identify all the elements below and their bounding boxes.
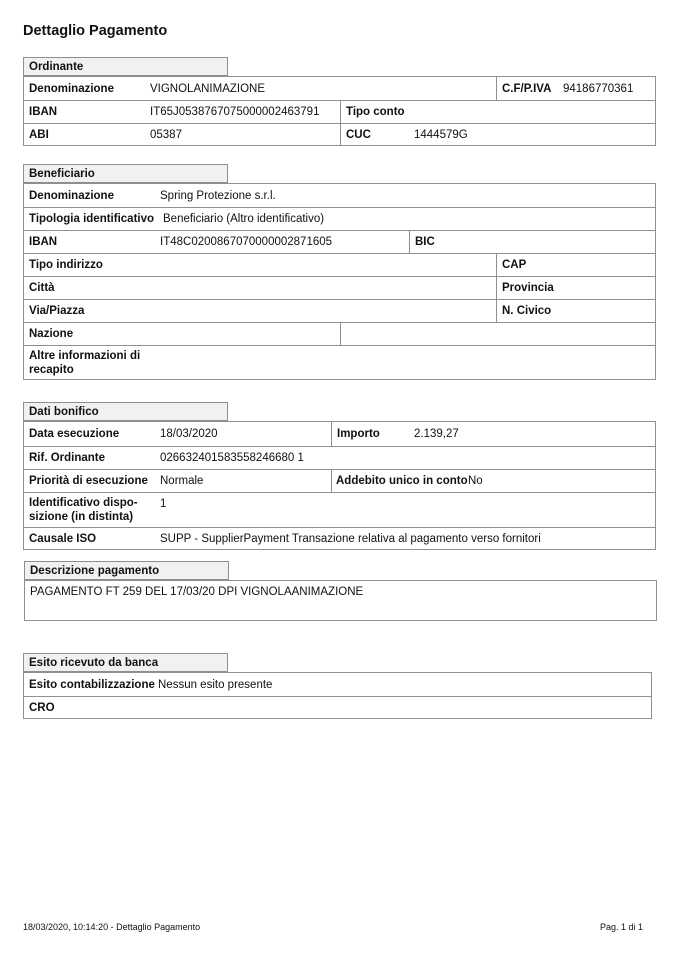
label-causale: Causale ISO bbox=[29, 533, 97, 545]
bonifico-row-priorita bbox=[24, 469, 655, 492]
bonifico-row-identificativo bbox=[24, 492, 655, 527]
value-ben-iban: IT48C0200867070000002871605 bbox=[160, 236, 333, 248]
section-header-esito: Esito ricevuto da banca bbox=[23, 653, 228, 672]
value-denominazione: VIGNOLANIMAZIONE bbox=[150, 82, 266, 95]
label-citta: Città bbox=[29, 282, 55, 294]
label-iban: IBAN bbox=[29, 106, 58, 118]
label-ben-denominazione: Denominazione bbox=[29, 189, 114, 202]
esito-row-contab bbox=[24, 673, 651, 696]
label-altre-info-line1: Altre informazioni di bbox=[29, 350, 141, 362]
beneficiario-row-via bbox=[24, 299, 655, 322]
ordinante-table bbox=[23, 76, 656, 146]
ordinante-row-denominazione bbox=[24, 77, 655, 100]
beneficiario-table bbox=[23, 183, 656, 380]
beneficiario-row-nazione bbox=[24, 322, 655, 345]
label-via: Via/Piazza bbox=[29, 305, 85, 317]
label-ben-iban: IBAN bbox=[29, 236, 58, 248]
label-civico: N. Civico bbox=[502, 305, 552, 317]
bonifico-row-causale bbox=[24, 527, 655, 550]
value-cf: 94186770361 bbox=[563, 82, 634, 95]
value-tipologia: Beneficiario (Altro identificativo) bbox=[163, 213, 325, 225]
beneficiario-row-altre-info bbox=[24, 345, 655, 380]
label-nazione: Nazione bbox=[29, 328, 74, 340]
footer-timestamp: 18/03/2020, 10:14:20 - Dettaglio Pagamento bbox=[23, 922, 201, 932]
section-header-beneficiario: Beneficiario bbox=[23, 164, 228, 183]
value-iban: IT65J0538767075000002463791 bbox=[150, 106, 320, 118]
label-denominazione: Denominazione bbox=[29, 82, 114, 95]
bonifico-table bbox=[23, 421, 656, 550]
beneficiario-row-iban bbox=[24, 230, 655, 253]
label-identificativo bbox=[29, 493, 138, 527]
label-data-esecuzione: Data esecuzione bbox=[29, 428, 120, 440]
label-identificativo-line1: Identificativo dispo- bbox=[29, 497, 138, 509]
descrizione-box bbox=[24, 580, 657, 621]
value-addebito: No bbox=[468, 475, 483, 487]
value-descrizione: PAGAMENTO FT 259 DEL 17/03/20 DPI VIGNOLAANIMAZIONE bbox=[30, 586, 364, 598]
label-esito-contab: Esito contabilizzazione bbox=[29, 678, 155, 691]
label-rif-ordinante: Rif. Ordinante bbox=[29, 452, 106, 464]
beneficiario-row-tipologia bbox=[24, 207, 655, 230]
value-abi: 05387 bbox=[150, 129, 182, 141]
label-tipo-conto: Tipo conto bbox=[346, 106, 405, 118]
beneficiario-row-denominazione bbox=[24, 184, 655, 207]
esito-table bbox=[23, 672, 652, 719]
label-importo: Importo bbox=[337, 428, 380, 440]
label-cf: C.F/P.IVA bbox=[502, 82, 552, 95]
value-rif-ordinante: 026632401583558246680 1 bbox=[160, 452, 304, 464]
page-title: Dettaglio Pagamento bbox=[23, 23, 168, 39]
value-cuc: 1444579G bbox=[414, 129, 468, 141]
label-altre-info-line2: recapito bbox=[29, 364, 74, 376]
label-bic: BIC bbox=[415, 236, 435, 248]
label-abi: ABI bbox=[29, 129, 49, 141]
label-addebito: Addebito unico in conto bbox=[336, 475, 468, 487]
section-header-ordinante: Ordinante bbox=[23, 57, 228, 76]
value-esito-contab: Nessun esito presente bbox=[158, 678, 273, 691]
value-ben-denominazione: Spring Protezione s.r.l. bbox=[160, 189, 276, 202]
label-cro: CRO bbox=[29, 702, 55, 714]
label-priorita: Priorità di esecuzione bbox=[29, 475, 148, 487]
footer-page-number: Pag. 1 di 1 bbox=[599, 922, 643, 932]
beneficiario-row-citta bbox=[24, 276, 655, 299]
section-header-descrizione: Descrizione pagamento bbox=[24, 561, 229, 580]
beneficiario-row-tipo-indirizzo bbox=[24, 253, 655, 276]
label-tipologia: Tipologia identificativo bbox=[29, 213, 155, 225]
ordinante-row-abi bbox=[24, 123, 655, 146]
label-altre-info bbox=[29, 346, 140, 380]
value-causale: SUPP - SupplierPayment Transazione relativa al pagamento verso fornitori bbox=[160, 533, 541, 545]
label-cap: CAP bbox=[502, 259, 527, 271]
esito-row-cro bbox=[24, 696, 651, 719]
section-header-bonifico: Dati bonifico bbox=[23, 402, 228, 421]
label-provincia: Provincia bbox=[502, 282, 554, 294]
value-importo: 2.139,27 bbox=[414, 428, 459, 440]
label-tipo-indirizzo: Tipo indirizzo bbox=[29, 259, 103, 271]
value-data-esecuzione: 18/03/2020 bbox=[160, 428, 218, 440]
ordinante-row-iban bbox=[24, 100, 655, 123]
value-identificativo: 1 bbox=[160, 498, 167, 510]
bonifico-row-rif bbox=[24, 446, 655, 469]
bonifico-row-data bbox=[24, 422, 655, 446]
label-identificativo-line2: sizione (in distinta) bbox=[29, 511, 134, 523]
label-cuc: CUC bbox=[346, 129, 371, 141]
value-priorita: Normale bbox=[160, 475, 204, 487]
